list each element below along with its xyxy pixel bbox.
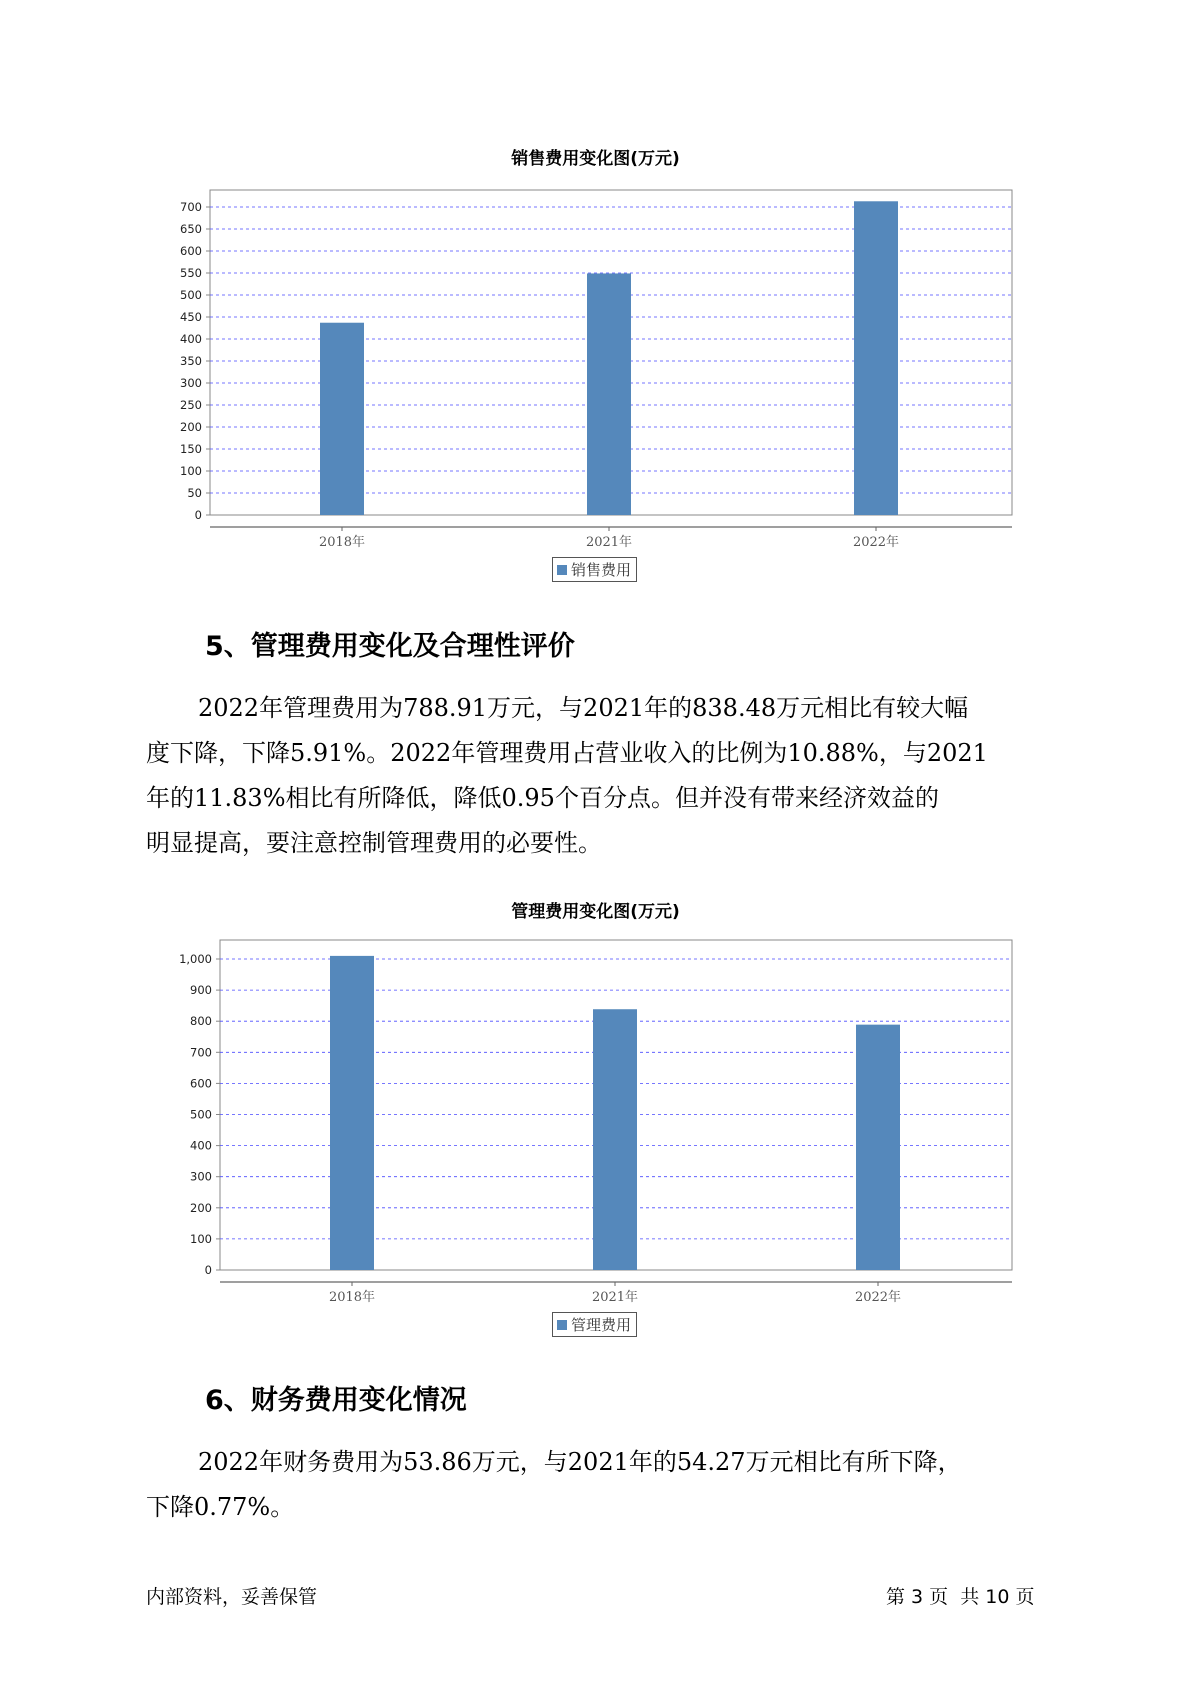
paragraph-line: 明显提高，要注意控制管理费用的必要性。	[146, 829, 602, 857]
y-tick-label: 50	[187, 486, 202, 500]
bar	[587, 273, 631, 515]
y-tick-label: 500	[180, 288, 202, 302]
y-tick-label: 600	[190, 1076, 212, 1091]
y-tick-label: 100	[190, 1231, 212, 1246]
footer-confidential: 内部资料，妥善保管	[146, 1586, 318, 1608]
x-tick-label: 2018年	[318, 535, 366, 550]
bar	[856, 1025, 900, 1270]
y-tick-label: 650	[180, 222, 202, 236]
y-tick-label: 0	[194, 508, 202, 522]
x-tick-label: 2022年	[854, 1290, 902, 1305]
y-tick-label: 300	[190, 1169, 212, 1184]
x-tick-label: 2022年	[852, 535, 900, 550]
chart-title-sales: 销售费用变化图(万元)	[511, 149, 680, 169]
y-tick-label: 400	[180, 332, 202, 346]
sales-expense-chart	[0, 180, 1191, 580]
y-tick-label: 300	[180, 376, 202, 390]
legend-label: 管理费用	[571, 1316, 632, 1334]
legend-label: 销售费用	[571, 561, 632, 579]
x-tick-label: 2018年	[328, 1290, 376, 1305]
bar	[330, 956, 374, 1270]
paragraph-line: 2022年财务费用为53.86万元，与2021年的54.27万元相比有所下降，	[198, 1448, 962, 1476]
footer-page-number: 第 3 页 共 10 页	[886, 1586, 1035, 1608]
y-tick-label: 800	[190, 1014, 212, 1029]
legend-swatch	[557, 1320, 567, 1330]
y-tick-label: 700	[180, 200, 202, 214]
y-tick-label: 700	[190, 1045, 212, 1060]
x-tick-label: 2021年	[585, 535, 633, 550]
y-tick-label: 200	[180, 420, 202, 434]
section-heading: 6、财务费用变化情况	[205, 1385, 467, 1416]
section-heading: 5、管理费用变化及合理性评价	[205, 631, 575, 662]
paragraph-line: 年的11.83%相比有所降低，降低0.95个百分点。但并没有带来经济效益的	[146, 784, 939, 812]
y-tick-label: 250	[180, 398, 202, 412]
y-tick-label: 1,000	[179, 952, 212, 966]
y-tick-label: 150	[180, 442, 202, 456]
y-tick-label: 450	[180, 310, 202, 324]
legend-admin	[552, 1312, 637, 1337]
y-tick-label: 600	[180, 244, 202, 258]
section5-paragraph	[146, 686, 1046, 866]
y-tick-label: 500	[190, 1107, 212, 1122]
paragraph-line: 下降0.77%。	[146, 1493, 295, 1521]
paragraph-line: 2022年管理费用为788.91万元，与2021年的838.48万元相比有较大幅	[198, 694, 969, 722]
x-tick-label: 2021年	[591, 1290, 639, 1305]
y-tick-label: 0	[204, 1263, 212, 1277]
bar	[320, 323, 364, 515]
y-tick-label: 900	[190, 983, 212, 998]
paragraph-line: 度下降，下降5.91%。2022年管理费用占营业收入的比例为10.88%，与2021	[146, 739, 988, 767]
bar	[854, 201, 898, 515]
y-tick-label: 350	[180, 354, 202, 368]
bar	[593, 1009, 637, 1270]
chart-title-admin: 管理费用变化图(万元)	[511, 902, 680, 922]
y-tick-label: 200	[190, 1200, 212, 1215]
section6-paragraph	[146, 1440, 1046, 1530]
y-tick-label: 400	[190, 1138, 212, 1153]
legend-swatch	[557, 565, 567, 575]
y-tick-label: 550	[180, 266, 202, 280]
legend-sales	[552, 557, 637, 582]
y-tick-label: 100	[180, 464, 202, 478]
admin-expense-chart	[0, 930, 1191, 1330]
